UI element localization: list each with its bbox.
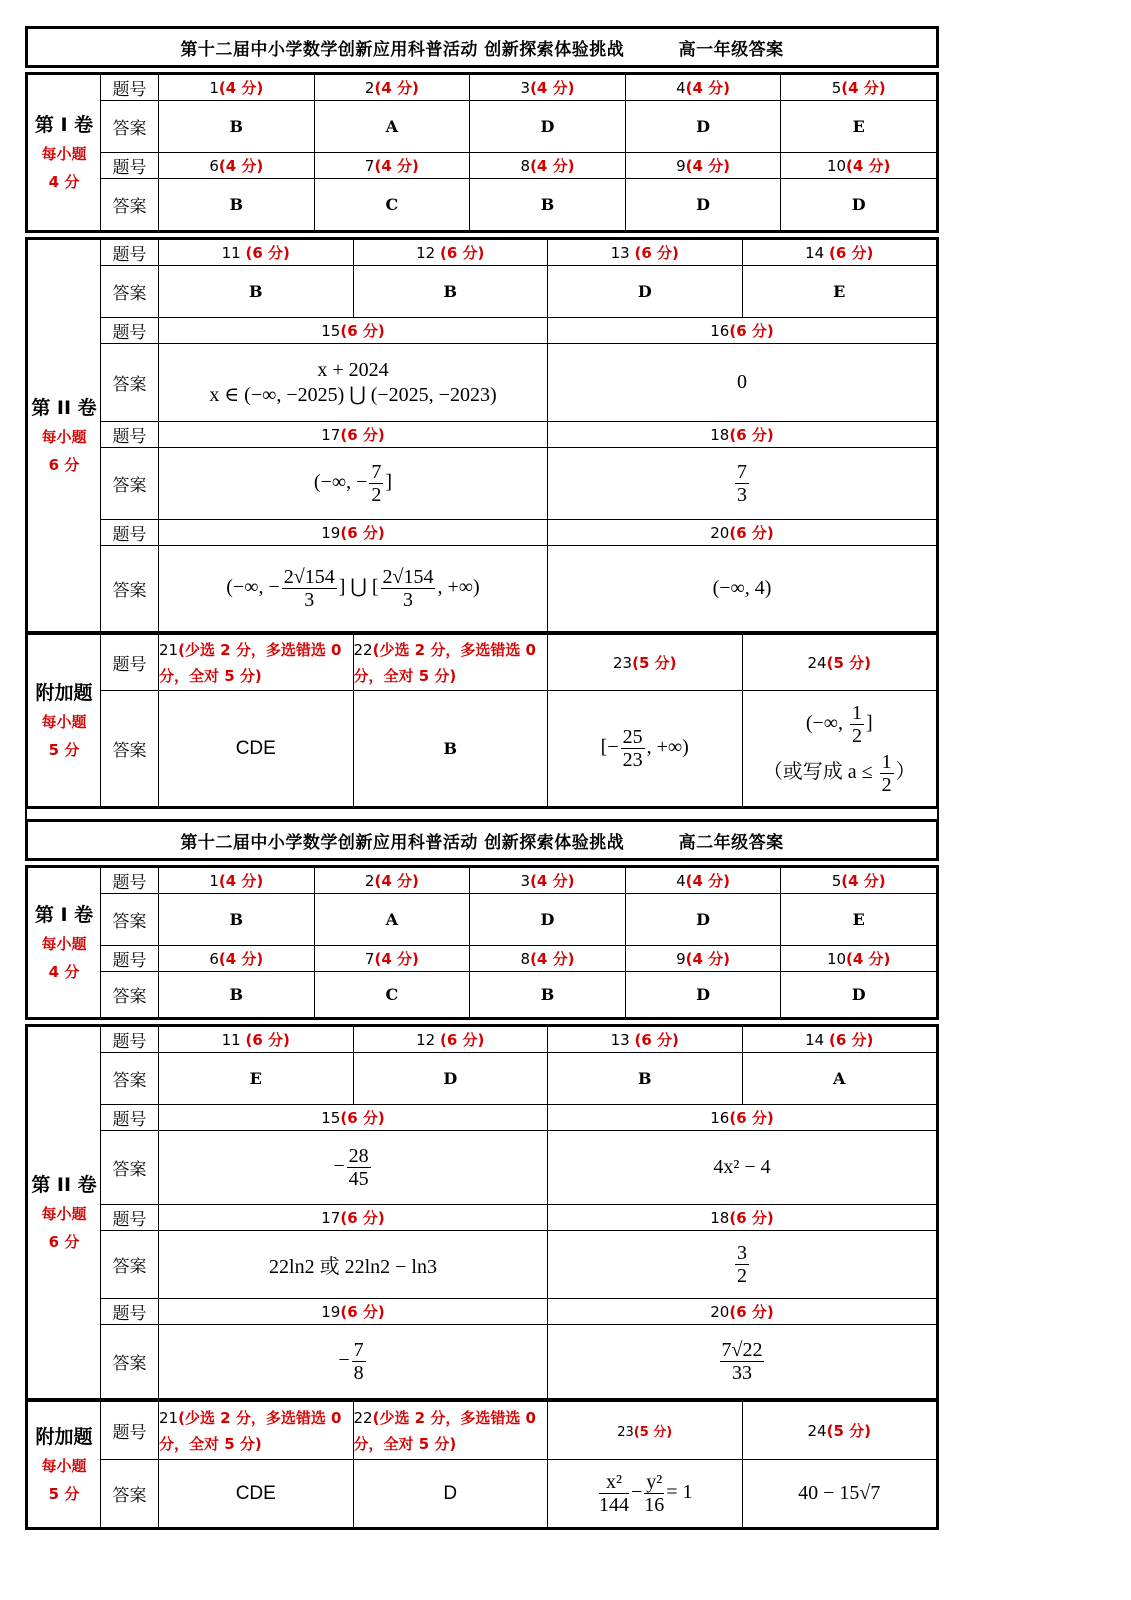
g2-q24-header: 24(5 分) xyxy=(742,1402,937,1460)
g2-q23-header: 23(5 分) xyxy=(548,1402,743,1460)
g2-q8-header: 8(4 分) xyxy=(470,946,626,972)
ans-label: 答案 xyxy=(101,1053,159,1105)
g1-q8-header: 8(4 分) xyxy=(470,153,626,179)
g2-q7-header: 7(4 分) xyxy=(314,946,470,972)
g1-q10-answer: D xyxy=(781,179,937,231)
separator xyxy=(25,809,939,819)
g1-q7-answer: C xyxy=(314,179,470,231)
g2-q4-header: 4(4 分) xyxy=(625,868,781,894)
g2-part3-label: 附加题 每小题 5 分 xyxy=(28,1402,101,1528)
g2-q24-answer: 40 − 15√7 xyxy=(742,1460,937,1528)
g1-q22-header: 22(少选 2 分，多选错选 0 分，全对 5 分) xyxy=(353,635,548,691)
qnum-label: 题号 xyxy=(101,240,159,266)
qnum-label: 题号 xyxy=(101,1402,159,1460)
g1-q1-answer: B xyxy=(159,101,315,153)
g1-q17-answer: (−∞, − $\frac{7}{2}$ ] xyxy=(159,448,548,520)
g1-q15-answer: x + 2024 x ∈ (−∞, −2025) ⋃ (−2025, −2023) xyxy=(159,344,548,422)
g2-q11-header: 11 (6 分) xyxy=(159,1027,354,1053)
ans-label: 答案 xyxy=(101,1231,159,1299)
ans-label: 答案 xyxy=(101,1325,159,1399)
g2-q22-header: 22(少选 2 分，多选错选 0 分，全对 5 分) xyxy=(353,1402,548,1460)
ans-label: 答案 xyxy=(101,344,159,422)
g1-part3-label: 附加题 每小题 5 分 xyxy=(28,635,101,807)
g2-q3-answer: D xyxy=(470,894,626,946)
g1-q19-answer: (−∞, − $\frac{2√154}{3}$ ] ⋃ [ $\frac{2√154}{3}$ , +∞) xyxy=(159,546,548,632)
g1-q2-answer: A xyxy=(314,101,470,153)
g1-q9-answer: D xyxy=(625,179,781,231)
g1-q2-header: 2(4 分) xyxy=(314,75,470,101)
g1-q10-header: 10(4 分) xyxy=(781,153,937,179)
g2-q19-answer: − $\frac{7}{8}$ xyxy=(159,1325,548,1399)
qnum-label: 题号 xyxy=(101,1205,159,1231)
ans-label: 答案 xyxy=(101,448,159,520)
answer-sheet xyxy=(25,26,939,1530)
g1-q18-answer: $\frac{7}{3}$ xyxy=(548,448,937,520)
g2-q1-answer: B xyxy=(159,894,315,946)
g2-q15-header: 15(6 分) xyxy=(159,1105,548,1131)
g1-q13-answer: D xyxy=(548,266,743,318)
g2-q22-answer: D xyxy=(353,1460,548,1528)
g1-q1-header: 1(4 分) xyxy=(159,75,315,101)
g1-q4-answer: D xyxy=(625,101,781,153)
g1-q22-answer: B xyxy=(353,691,548,807)
g2-q11-answer: E xyxy=(159,1053,354,1105)
g2-grade-label: 高二年级答案 xyxy=(678,832,784,853)
g2-q16-answer: 4x² − 4 xyxy=(548,1131,937,1205)
g2-title xyxy=(28,822,937,859)
qnum-label: 题号 xyxy=(101,1105,159,1131)
g1-part1 xyxy=(25,72,939,233)
g1-q8-answer: B xyxy=(470,179,626,231)
g2-q12-answer: D xyxy=(353,1053,548,1105)
g2-q16-header: 16(6 分) xyxy=(548,1105,937,1131)
g2-q20-header: 20(6 分) xyxy=(548,1299,937,1325)
ans-label: 答案 xyxy=(101,546,159,632)
g1-q24-answer: (−∞, $\frac{1}{2}$ ] （或写成 a ≤ $\frac{1}{2}$ ） xyxy=(742,691,937,807)
g1-q24-header: 24(5 分) xyxy=(742,635,937,691)
g1-q11-header: 11 (6 分) xyxy=(159,240,354,266)
g1-title xyxy=(28,29,937,66)
g1-q16-header: 16(6 分) xyxy=(548,318,937,344)
qnum-label: 题号 xyxy=(101,635,159,691)
g2-q14-answer: A xyxy=(742,1053,937,1105)
g2-q21-answer: CDE xyxy=(159,1460,354,1528)
g2-q1-header: 1(4 分) xyxy=(159,868,315,894)
g2-q10-header: 10(4 分) xyxy=(781,946,937,972)
g1-grade-label: 高一年级答案 xyxy=(678,39,784,60)
g1-q23-answer: [− $\frac{25}{23}$ , +∞) xyxy=(548,691,743,807)
g1-q15-header: 15(6 分) xyxy=(159,318,548,344)
ans-label: 答案 xyxy=(101,1131,159,1205)
g2-q10-answer: D xyxy=(781,972,937,1018)
g2-q9-header: 9(4 分) xyxy=(625,946,781,972)
g2-part1 xyxy=(25,865,939,1020)
g1-title-text: 第十二届中小学数学创新应用科普活动 创新探索体验挑战 xyxy=(180,39,625,60)
g2-part2 xyxy=(25,1024,939,1401)
g1-q6-header: 6(4 分) xyxy=(159,153,315,179)
g1-q5-answer: E xyxy=(781,101,937,153)
g1-q12-header: 12 (6 分) xyxy=(353,240,548,266)
g2-q13-header: 13 (6 分) xyxy=(548,1027,743,1053)
g1-part2 xyxy=(25,237,939,634)
g1-q21-answer: CDE xyxy=(159,691,354,807)
ans-label: 答案 xyxy=(101,1460,159,1528)
g2-q13-answer: B xyxy=(548,1053,743,1105)
g2-part2-label: 第 II 卷 每小题 6 分 xyxy=(28,1027,101,1399)
g2-q23-answer: $\frac{\text{x²}}{144}$ − $\frac{\text{y²}}{16}$ = 1 xyxy=(548,1460,743,1528)
g2-q2-answer: A xyxy=(314,894,470,946)
g2-q19-header: 19(6 分) xyxy=(159,1299,548,1325)
g2-q21-header: 21(少选 2 分，多选错选 0 分，全对 5 分) xyxy=(159,1402,354,1460)
g1-part3 xyxy=(25,632,939,809)
g1-q5-header: 5(4 分) xyxy=(781,75,937,101)
g2-part3 xyxy=(25,1399,939,1530)
g1-q23-header: 23(5 分) xyxy=(548,635,743,691)
g2-q17-header: 17(6 分) xyxy=(159,1205,548,1231)
ans-label: 答案 xyxy=(101,101,159,153)
g1-q20-answer: (−∞, 4) xyxy=(548,546,937,632)
qnum-label: 题号 xyxy=(101,153,159,179)
qnum-label: 题号 xyxy=(101,868,159,894)
g2-q15-answer: − $\frac{28}{45}$ xyxy=(159,1131,548,1205)
g2-q14-header: 14 (6 分) xyxy=(742,1027,937,1053)
g1-q19-header: 19(6 分) xyxy=(159,520,548,546)
qnum-label: 题号 xyxy=(101,422,159,448)
g1-q16-answer: 0 xyxy=(548,344,937,422)
g1-q14-answer: E xyxy=(742,266,937,318)
g1-part2-label: 第 II 卷 每小题 6 分 xyxy=(28,240,101,632)
g2-q18-header: 18(6 分) xyxy=(548,1205,937,1231)
ans-label: 答案 xyxy=(101,691,159,807)
g1-q3-answer: D xyxy=(470,101,626,153)
qnum-label: 题号 xyxy=(101,946,159,972)
g2-q4-answer: D xyxy=(625,894,781,946)
g2-q18-answer: $\frac{3}{2}$ xyxy=(548,1231,937,1299)
g2-q20-answer: $\frac{7√22}{33}$ xyxy=(548,1325,937,1399)
g1-title-block xyxy=(25,26,939,68)
qnum-label: 题号 xyxy=(101,1027,159,1053)
g1-q7-header: 7(4 分) xyxy=(314,153,470,179)
g1-q6-answer: B xyxy=(159,179,315,231)
g1-q12-answer: B xyxy=(353,266,548,318)
qnum-label: 题号 xyxy=(101,1299,159,1325)
g2-part1-label: 第 I 卷 每小题 4 分 xyxy=(28,868,101,1018)
g1-q21-header: 21(少选 2 分，多选错选 0 分，全对 5 分) xyxy=(159,635,354,691)
g2-q6-answer: B xyxy=(159,972,315,1018)
g2-q12-header: 12 (6 分) xyxy=(353,1027,548,1053)
g1-part1-label: 第 I 卷 每小题 4 分 xyxy=(28,75,101,231)
g2-q5-header: 5(4 分) xyxy=(781,868,937,894)
g2-title-block xyxy=(25,819,939,861)
g1-q14-header: 14 (6 分) xyxy=(742,240,937,266)
g1-q3-header: 3(4 分) xyxy=(470,75,626,101)
g2-q2-header: 2(4 分) xyxy=(314,868,470,894)
g1-q13-header: 13 (6 分) xyxy=(548,240,743,266)
ans-label: 答案 xyxy=(101,179,159,231)
g2-q3-header: 3(4 分) xyxy=(470,868,626,894)
qnum-label: 题号 xyxy=(101,75,159,101)
qnum-label: 题号 xyxy=(101,318,159,344)
qnum-label: 题号 xyxy=(101,520,159,546)
g2-q5-answer: E xyxy=(781,894,937,946)
g2-q17-answer: 22ln2 或 22ln2 − ln3 xyxy=(159,1231,548,1299)
g2-q6-header: 6(4 分) xyxy=(159,946,315,972)
g1-q9-header: 9(4 分) xyxy=(625,153,781,179)
ans-label: 答案 xyxy=(101,972,159,1018)
ans-label: 答案 xyxy=(101,266,159,318)
g1-q11-answer: B xyxy=(159,266,354,318)
ans-label: 答案 xyxy=(101,894,159,946)
g2-q7-answer: C xyxy=(314,972,470,1018)
g1-q4-header: 4(4 分) xyxy=(625,75,781,101)
g1-q18-header: 18(6 分) xyxy=(548,422,937,448)
g1-q20-header: 20(6 分) xyxy=(548,520,937,546)
g2-q9-answer: D xyxy=(625,972,781,1018)
g1-q17-header: 17(6 分) xyxy=(159,422,548,448)
g2-title-text: 第十二届中小学数学创新应用科普活动 创新探索体验挑战 xyxy=(180,832,625,853)
g2-q8-answer: B xyxy=(470,972,626,1018)
